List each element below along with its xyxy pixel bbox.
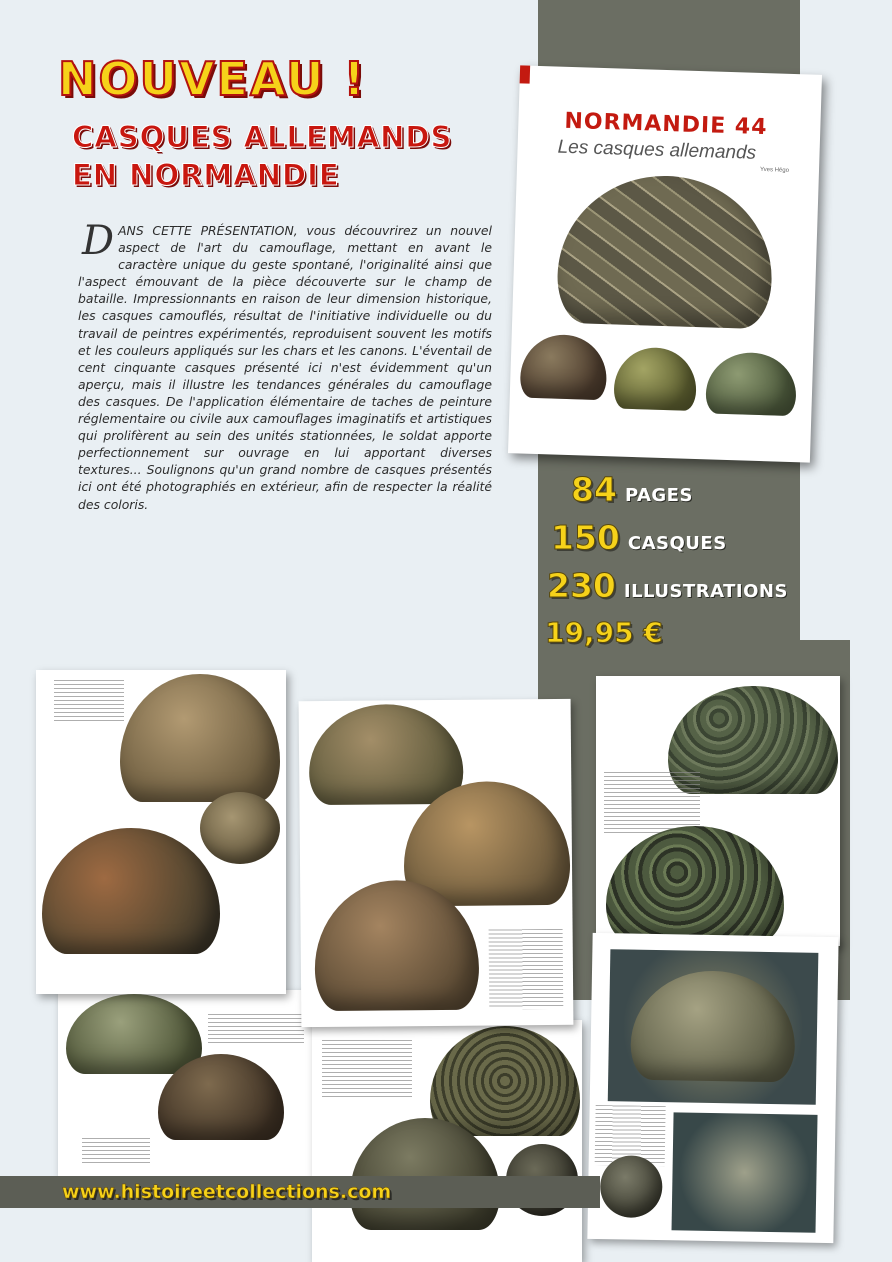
stat-price bbox=[545, 616, 663, 649]
subtitle-line-2: EN NORMANDIE bbox=[72, 158, 340, 192]
price-value: 19,95 € bbox=[545, 616, 663, 649]
website-link[interactable]: www.histoireetcollections.com bbox=[62, 1181, 392, 1203]
page-spread-bottom-middle bbox=[312, 1020, 582, 1262]
eagle-decal-photo bbox=[600, 1155, 663, 1218]
helmet-photo bbox=[606, 826, 784, 942]
stat-illustrations-label: ILLUSTRATIONS bbox=[623, 581, 788, 602]
stat-pages-value: 84 bbox=[571, 470, 617, 509]
cover-author: Yves Hégo bbox=[759, 166, 790, 174]
text-column bbox=[54, 680, 124, 724]
subtitle bbox=[72, 118, 452, 194]
page-spread-bottom-left bbox=[58, 990, 314, 1176]
cover-title: NORMANDIE 44 bbox=[564, 108, 768, 141]
cover-helmet-image-3 bbox=[705, 351, 797, 416]
intro-text: ANS CETTE PRÉSENTATION, vous découvrirez un nouvel aspect de l'art du camouflage, mettant en avant le caractère unique du geste spontané, l'originalité ainsi que l'aspect émouvant de la pièce découverte sur le champ de bataille. Impressionnants en raison de leur dimension historique, les casques camouflés, résultat de l'initiative individuelle ou du travail de peintres expérimentés, reproduisent souvent les motifs et les couleurs appliqués sur les chars et les canons. L'éventail de cent cinquante casques présenté ici n'est évidemment qu'un aperçu, mais il illustre les tendances générales du camouflage des casques. De l'application élémentaire de taches de peinture réglementaire ou civile aux camouflages imaginatifs et artistiques qui prolifèrent au sein des unités stationnées, le soldat apporte perfectionnement sur ouvrage en lui apportant diverses textures... Soulignons qu'un grand nombre de casques présentés ici ont été photographiés en extérieur, afin de respecter la réalité des coloris. bbox=[78, 223, 492, 512]
helmet-photo-dark bbox=[672, 1112, 818, 1232]
stat-pages bbox=[571, 470, 693, 509]
text-column bbox=[322, 1040, 412, 1100]
page-spread-middle bbox=[299, 699, 574, 1027]
cover-red-tab bbox=[520, 65, 531, 83]
page-spread-bottom-right bbox=[587, 933, 838, 1243]
helmet-photo bbox=[430, 1026, 580, 1136]
headline: NOUVEAU ! bbox=[58, 52, 367, 106]
text-column bbox=[82, 1138, 150, 1166]
stat-pages-label: PAGES bbox=[624, 485, 693, 506]
stat-helmets-label: CASQUES bbox=[627, 533, 727, 554]
helmet-photo bbox=[42, 828, 220, 954]
cover-main-helmet-image bbox=[556, 173, 775, 330]
stat-illustrations bbox=[547, 566, 788, 605]
text-column bbox=[208, 1014, 304, 1044]
cover-helmet-image-2 bbox=[613, 346, 697, 411]
subtitle-line-1: CASQUES ALLEMANDS bbox=[72, 120, 453, 154]
helmet-photo bbox=[200, 792, 280, 864]
cover-subtitle: Les casques allemands bbox=[557, 136, 757, 164]
page-spread-left bbox=[36, 670, 286, 994]
stat-illustrations-value: 230 bbox=[547, 566, 616, 605]
book-cover bbox=[508, 65, 822, 462]
stat-helmets-value: 150 bbox=[551, 518, 620, 557]
text-column bbox=[489, 929, 564, 1010]
intro-dropcap: D bbox=[82, 218, 115, 264]
helmet-photo bbox=[120, 674, 280, 802]
cover-helmet-image-1 bbox=[520, 334, 608, 401]
stat-helmets bbox=[551, 518, 727, 557]
intro-paragraph bbox=[78, 218, 492, 513]
helmet-photo bbox=[66, 994, 202, 1074]
page-spread-right bbox=[596, 676, 840, 946]
helmet-photo bbox=[309, 704, 464, 805]
